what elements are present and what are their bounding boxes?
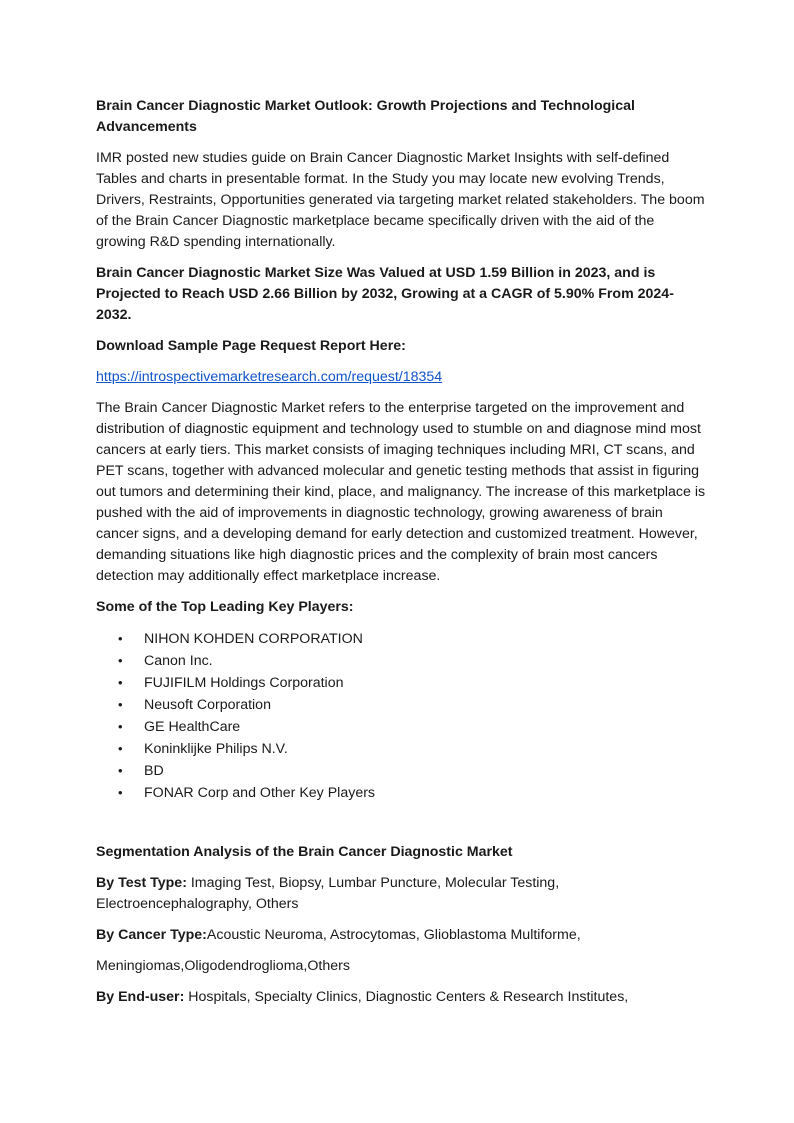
bullet-icon: •: [118, 631, 123, 646]
list-item: [96, 628, 706, 650]
bullet-icon: •: [118, 697, 123, 712]
document-title: Brain Cancer Diagnostic Market Outlook: Growth Projections and Technological Advancements: [96, 98, 635, 135]
bullet-icon: •: [118, 675, 123, 690]
bullet-icon: •: [118, 719, 123, 734]
player-name: GE HealthCare: [144, 719, 241, 735]
segmentation-section: [96, 842, 706, 1008]
list-item: [96, 694, 706, 716]
segmentation-heading: Segmentation Analysis of the Brain Cancer Diagnostic Market: [96, 844, 513, 860]
segment-cancer-type-continued: Meningiomas,Oligodendroglioma,Others: [96, 958, 350, 974]
player-name: Canon Inc.: [144, 653, 213, 669]
download-label: Download Sample Page Request Report Here:: [96, 338, 406, 354]
segment-values: Acoustic Neuroma, Astrocytomas, Glioblastoma Multiforme,: [206, 927, 581, 943]
player-name: NIHON KOHDEN CORPORATION: [144, 631, 363, 647]
player-name: FONAR Corp and Other Key Players: [144, 785, 376, 801]
list-item: [96, 782, 706, 804]
segment-end-user: [96, 987, 706, 1008]
list-item: [96, 672, 706, 694]
player-name: BD: [144, 763, 164, 779]
bullet-icon: •: [118, 763, 123, 778]
players-heading: Some of the Top Leading Key Players:: [96, 599, 354, 615]
bullet-icon: •: [118, 653, 123, 668]
segment-label: By End-user:: [96, 989, 185, 1005]
bullet-icon: •: [118, 741, 123, 756]
list-item: [96, 760, 706, 782]
segment-values: Imaging Test, Biopsy, Lumbar Puncture, Molecular Testing, Electroencephalography, Others: [96, 875, 560, 912]
market-description: The Brain Cancer Diagnostic Market refers to the enterprise targeted on the improvement and distribution of diagnostic equipment and technology used to stumble on and diagnose mind most cancers at early tiers. This market consists of imaging techniques including MRI, CT scans, and PET scans, together with advanced molecular and genetic testing methods that assist in figuring out tumors and determining their kind, place, and malignancy. The increase of this marketplace is pushed with the aid of improvements in diagnostic technology, growing awareness of brain cancer signs, and a developing demand for early detection and customized treatment. However, demanding situations like high diagnostic prices and the complexity of brain most cancers detection may additionally effect marketplace increase.: [96, 400, 706, 584]
player-name: Koninklijke Philips N.V.: [144, 741, 288, 757]
list-item: [96, 716, 706, 738]
intro-paragraph: IMR posted new studies guide on Brain Cancer Diagnostic Market Insights with self-defined Tables and charts in presentable format. In the Study you may locate new evolving Trends, Drivers, Restraints, Opportunities generated via targeting market related stakeholders. The boom of the Brain Cancer Diagnostic marketplace became specifically driven with the aid of the growing R&D spending internationally.: [96, 150, 705, 250]
list-item: [96, 650, 706, 672]
bullet-icon: •: [118, 785, 123, 800]
player-name: Neusoft Corporation: [144, 697, 271, 713]
market-size-highlight: Brain Cancer Diagnostic Market Size Was Valued at USD 1.59 Billion in 2023, and is Projected to Reach USD 2.66 Billion by 2032, Growing at a CAGR of 5.90% From 2024-2032.: [96, 265, 674, 323]
key-players-list: [96, 628, 706, 804]
request-report-link[interactable]: https://introspectivemarketresearch.com/request/18354: [96, 369, 443, 385]
document-page: [96, 96, 706, 1018]
list-item: [96, 738, 706, 760]
segment-label: By Cancer Type:: [96, 927, 207, 943]
download-link-paragraph: [96, 367, 706, 388]
segment-label: By Test Type:: [96, 875, 187, 891]
segment-cancer-type: [96, 925, 706, 946]
segment-values: Hospitals, Specialty Clinics, Diagnostic Centers & Research Institutes,: [184, 989, 629, 1005]
player-name: FUJIFILM Holdings Corporation: [144, 675, 344, 691]
segment-test-type: [96, 873, 706, 915]
